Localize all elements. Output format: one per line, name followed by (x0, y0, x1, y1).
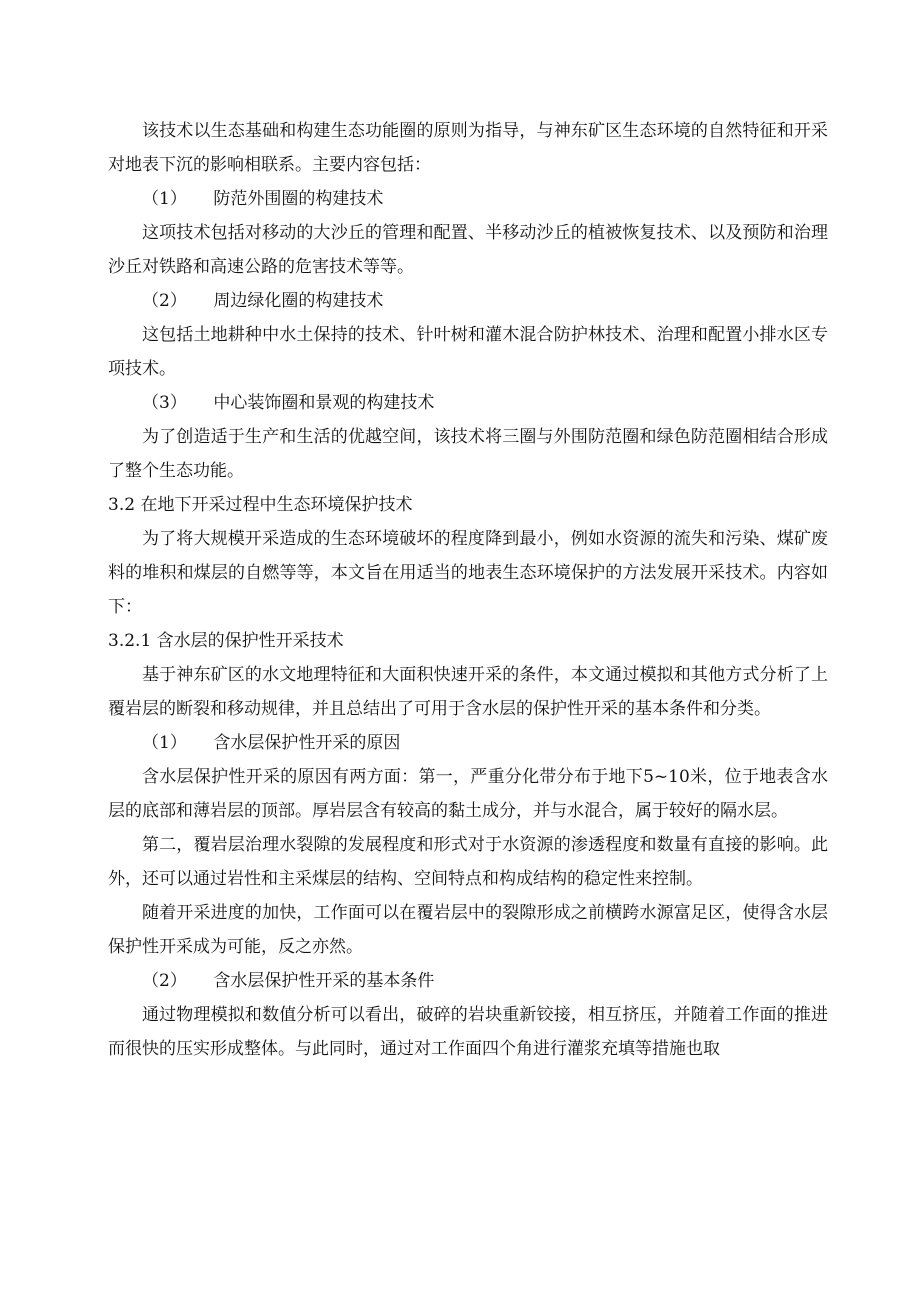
list-item-text: 含水层保护性开采的基本条件 (213, 971, 435, 991)
list-item (108, 182, 828, 216)
paragraph: 这项技术包括对移动的大沙丘的管理和配置、半移动沙丘的植被恢复技术、以及预防和治理沙丘对铁路和高速公路的危害技术等等。 (108, 223, 828, 277)
paragraph: 第二，覆岩层治理水裂隙的发展程度和形式对于水资源的渗透程度和数量有直接的影响。此外，还可以通过岩性和主采煤层的结构、空间特点和构成结构的稳定性来控制。 (108, 835, 828, 889)
list-item-text: 含水层保护性开采的原因 (213, 733, 401, 753)
paragraph: 含水层保护性开采的原因有两方面：第一，严重分化带分布于地下5~10米，位于地表含水层的底部和薄岩层的顶部。厚岩层含有较高的黏土成分，并与水混合，属于较好的隔水层。 (108, 767, 828, 821)
paragraph: 基于神东矿区的水文地理特征和大面积快速开采的条件，本文通过模拟和其他方式分析了上覆岩层的断裂和移动规律，并且总结出了可用于含水层的保护性开采的基本条件和分类。 (108, 665, 828, 719)
list-item-text: 中心装饰圈和景观的构建技术 (213, 393, 435, 413)
list-item-number: （2） (142, 291, 187, 311)
paragraph: 随着开采进度的加快，工作面可以在覆岩层中的裂隙形成之前横跨水源富足区，使得含水层保护性开采成为可能，反之亦然。 (108, 903, 828, 957)
list-item-number: （2） (142, 971, 187, 991)
list-item-number: （3） (142, 393, 187, 413)
list-item-number: （1） (142, 189, 187, 209)
list-item (108, 284, 828, 318)
list-item (108, 386, 828, 420)
paragraph: 这包括土地耕种中水土保持的技术、针叶树和灌木混合防护林技术、治理和配置小排水区专项技术。 (108, 325, 828, 379)
paragraph: 为了创造适于生产和生活的优越空间，该技术将三圈与外围防范圈和绿色防范圈相结合形成了整个生态功能。 (108, 427, 828, 481)
list-item-text: 周边绿化圈的构建技术 (213, 291, 384, 311)
section-heading: 3.2 在地下开采过程中生态环境保护技术 (108, 495, 413, 515)
list-item-text: 防范外围圈的构建技术 (213, 189, 384, 209)
paragraph: 通过物理模拟和数值分析可以看出，破碎的岩块重新铰接，相互挤压，并随着工作面的推进而很快的压实形成整体。与此同时，通过对工作面四个角进行灌浆充填等措施也取 (108, 1005, 828, 1059)
list-item (108, 726, 828, 760)
paragraph: 该技术以生态基础和构建生态功能圈的原则为指导，与神东矿区生态环境的自然特征和开采对地表下沉的影响相联系。主要内容包括： (108, 121, 828, 175)
list-item (108, 964, 828, 998)
list-item-number: （1） (142, 733, 187, 753)
subsection-heading: 3.2.1 含水层的保护性开采技术 (108, 631, 344, 651)
document-body (108, 114, 828, 1066)
paragraph: 为了将大规模开采造成的生态环境破坏的程度降到最小，例如水资源的流失和污染、煤矿废料的堆积和煤层的自燃等等，本文旨在用适当的地表生态环境保护的方法发展开采技术。内容如下： (108, 529, 828, 617)
